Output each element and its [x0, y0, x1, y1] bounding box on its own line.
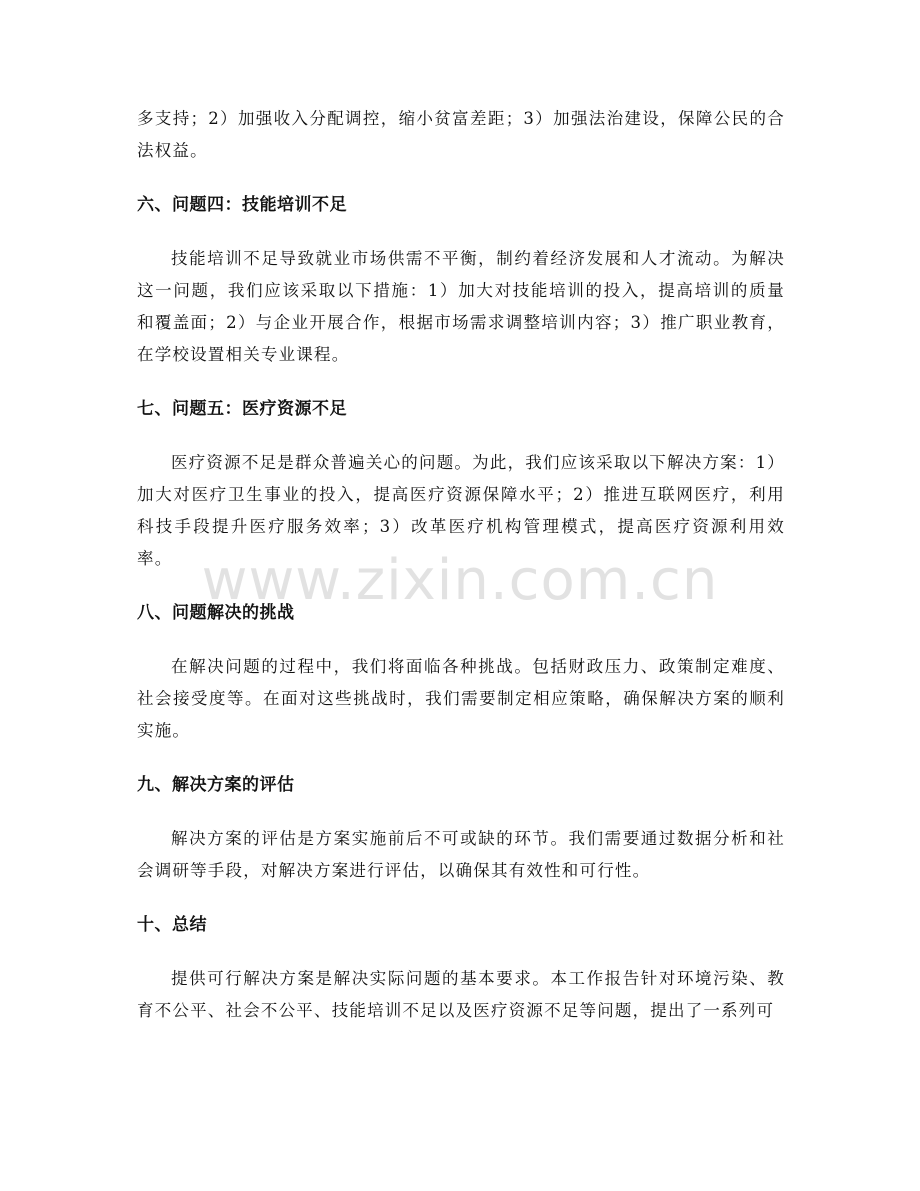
section-heading-9: 九、解决方案的评估: [137, 775, 295, 795]
paragraph-section-9: 解决方案的评估是方案实施前后不可或缺的环节。我们需要通过数据分析和社会调研等手段，对解决方案进行评估，以确保其有效性和可行性。: [137, 829, 785, 880]
section-heading-7: 七、问题五：医疗资源不足: [137, 399, 347, 419]
spacer: [137, 371, 785, 393]
spacer: [137, 801, 785, 823]
paragraph-continuation: 多支持；2）加强收入分配调控，缩小贫富差距；3）加强法治建设，保障公民的合法权益。: [137, 109, 785, 160]
paragraph-section-10: 提供可行解决方案是解决实际问题的基本要求。本工作报告针对环境污染、教育不公平、社会不公平、技能培训不足以及医疗资源不足等问题，提出了一系列可: [137, 969, 785, 1020]
spacer: [137, 629, 785, 651]
spacer: [137, 575, 785, 597]
spacer: [137, 221, 785, 243]
section-heading-10: 十、总结: [137, 915, 207, 935]
paragraph-section-7: 医疗资源不足是群众普遍关心的问题。为此，我们应该采取以下解决方案：1）加大对医疗卫生事业的投入，提高医疗资源保障水平；2）推进互联网医疗，利用科技手段提升医疗服务效率；3）改革医疗机构管理模式，提高医疗资源利用效率。: [137, 453, 785, 568]
paragraph-section-6: 技能培训不足导致就业市场供需不平衡，制约着经济发展和人才流动。为解决这一问题，我们应该采取以下措施：1）加大对技能培训的投入，提高培训的质量和覆盖面；2）与企业开展合作，根据市场需求调整培训内容；3）推广职业教育，在学校设置相关专业课程。: [137, 249, 785, 364]
spacer: [137, 887, 785, 909]
document-body: [137, 103, 785, 1027]
watermark: www.zixin.com.cn: [201, 548, 719, 613]
section-heading-8: 八、问题解决的挑战: [137, 603, 295, 623]
spacer: [137, 747, 785, 769]
section-heading-6: 六、问题四：技能培训不足: [137, 195, 347, 215]
spacer: [137, 167, 785, 189]
paragraph-section-8: 在解决问题的过程中，我们将面临各种挑战。包括财政压力、政策制定难度、社会接受度等。在面对这些挑战时，我们需要制定相应策略，确保解决方案的顺利实施。: [137, 657, 785, 740]
spacer: [137, 425, 785, 447]
spacer: [137, 941, 785, 963]
